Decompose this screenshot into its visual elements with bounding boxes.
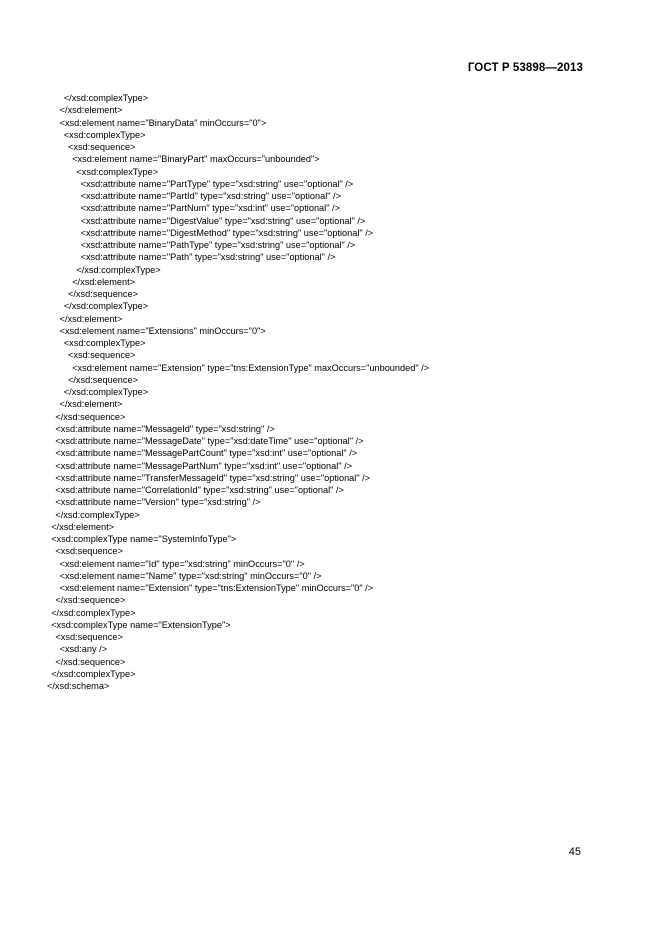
- code-line: <xsd:attribute name="MessagePartCount" type="xsd:int" use="optional" />: [55, 448, 358, 459]
- code-line: </xsd:complexType>: [51, 668, 136, 679]
- xsd-code-block: [47, 92, 429, 692]
- code-line: <xsd:complexType>: [63, 338, 146, 348]
- code-line: <xsd:attribute name="PathType" type="xsd:string" use="optional" />: [80, 240, 356, 250]
- code-line: <xsd:element name="Extension" type="tns:ExtensionType" maxOccurs="unbounded" />: [72, 362, 430, 373]
- code-line: <xsd:element name="Extension" type="tns:ExtensionType" minOccurs="0" />: [59, 583, 374, 593]
- code-line: </xsd:element>: [59, 399, 123, 410]
- code-line: <xsd:attribute name="MessageId" type="xsd:string" />: [55, 423, 275, 434]
- code-line: </xsd:sequence>: [68, 374, 138, 385]
- code-line: </xsd:complexType>: [76, 264, 161, 275]
- code-line: <xsd:attribute name="Version" type="xsd:string" />: [55, 497, 261, 508]
- code-line: <xsd:sequence>: [55, 546, 123, 557]
- code-line: <xsd:complexType name="SystemInfoType">: [51, 534, 237, 544]
- code-line: <xsd:complexType name="ExtensionType">: [51, 619, 231, 630]
- code-line: <xsd:attribute name="PartId" type="xsd:string" use="optional" />: [80, 191, 341, 201]
- code-line: </xsd:element>: [59, 313, 123, 324]
- code-line: </xsd:complexType>: [63, 387, 149, 397]
- code-line: <xsd:attribute name="Path" type="xsd:string" use="optional" />: [80, 252, 336, 263]
- code-line: <xsd:sequence>: [68, 142, 136, 152]
- code-line: </xsd:sequence>: [55, 656, 126, 667]
- code-line: <xsd:element name="BinaryPart" maxOccurs="unbounded">: [72, 154, 320, 165]
- code-line: </xsd:sequence>: [55, 411, 126, 422]
- code-line: </xsd:schema>: [47, 681, 110, 691]
- code-line: </xsd:element>: [72, 276, 136, 287]
- code-line: </xsd:element>: [59, 105, 123, 116]
- code-line: <xsd:attribute name="MessagePartNum" type="xsd:int" use="optional" />: [55, 460, 353, 471]
- code-line: <xsd:attribute name="PartNum" type="xsd:int" use="optional" />: [80, 203, 340, 214]
- code-line: <xsd:attribute name="CorrelationId" type="xsd:string" use="optional" />: [55, 485, 344, 495]
- code-line: </xsd:sequence>: [68, 289, 138, 299]
- code-line: </xsd:complexType>: [63, 301, 149, 312]
- code-line: <xsd:element name="BinaryData" minOccurs="0">: [59, 117, 267, 128]
- code-line: <xsd:attribute name="TransferMessageId" type="xsd:string" use="optional" />: [55, 472, 371, 483]
- code-line: <xsd:attribute name="PartType" type="xsd:string" use="optional" />: [80, 178, 354, 189]
- code-line: <xsd:element name="Name" type="xsd:string" minOccurs="0" />: [59, 570, 322, 581]
- page-number: 45: [568, 846, 581, 858]
- code-line: <xsd:attribute name="MessageDate" type="xsd:dateTime" use="optional" />: [55, 436, 364, 446]
- code-line: </xsd:sequence>: [55, 595, 126, 606]
- code-line: <xsd:complexType>: [63, 129, 146, 140]
- code-line: <xsd:sequence>: [68, 350, 136, 361]
- code-line: </xsd:complexType>: [51, 607, 136, 618]
- code-line: <xsd:complexType>: [76, 166, 159, 177]
- code-line: </xsd:complexType>: [63, 93, 149, 103]
- code-line: <xsd:attribute name="DigestValue" type="xsd:string" use="optional" />: [80, 215, 366, 226]
- code-line: </xsd:element>: [51, 521, 115, 532]
- code-line: <xsd:element name="Id" type="xsd:string" minOccurs="0" />: [59, 558, 305, 569]
- code-line: </xsd:complexType>: [55, 509, 140, 520]
- code-line: <xsd:sequence>: [55, 632, 123, 642]
- code-line: <xsd:any />: [59, 644, 108, 655]
- code-line: <xsd:element name="Extensions" minOccurs="0">: [59, 325, 266, 336]
- standard-header: ГОСТ Р 53898—2013: [467, 62, 583, 74]
- code-line: <xsd:attribute name="DigestMethod" type="xsd:string" use="optional" />: [80, 227, 374, 238]
